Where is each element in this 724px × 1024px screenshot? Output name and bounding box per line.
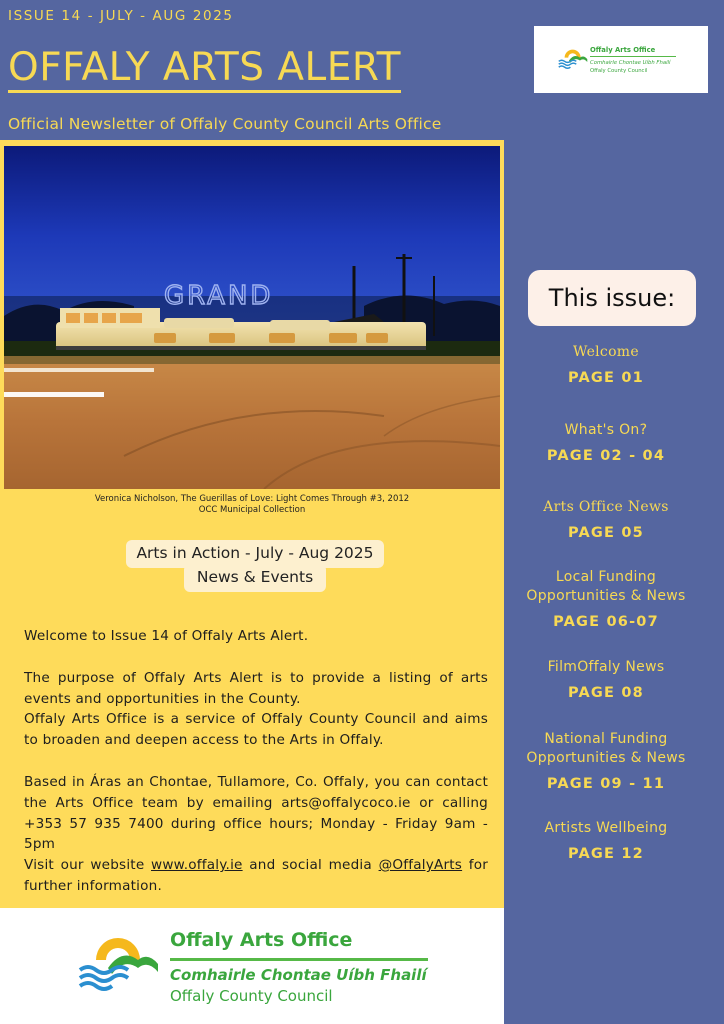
sidebar-logo-icon (558, 46, 588, 74)
caption-line-1: Veronica Nicholson, The Guerillas of Love: Light Comes Through #3, 2012 (94, 494, 410, 504)
intro-text (24, 626, 488, 897)
toc-title: What's On? (564, 422, 648, 438)
toc-title: FilmOffaly News (547, 659, 665, 675)
toc-item-filmoffaly[interactable] (510, 658, 702, 703)
toc-title: Local Funding Opportunities & News (526, 569, 686, 604)
section-banner (126, 540, 384, 592)
toc-item-whats-on[interactable] (510, 421, 702, 466)
toc-page: PAGE 02 - 04 (546, 448, 666, 464)
header-band (0, 0, 504, 140)
toc-item-local-funding[interactable] (510, 568, 702, 632)
toc-page: PAGE 12 (568, 846, 644, 862)
footer-logo-name: Offaly Arts Office (170, 929, 353, 951)
toc-page: PAGE 01 (568, 370, 644, 386)
intro-contact: Based in Áras an Chontae, Tullamore, Co. Offaly, you can contact the Arts Office team by emailing arts@offalycoco.ie or calling +353 57 935 7400 during office hours; Monday - Friday 9am - 5pm (24, 773, 488, 853)
social-handle-link[interactable]: @OffalyArts (378, 857, 463, 874)
toc-title: Welcome (573, 344, 639, 360)
toc-page: PAGE 09 - 11 (546, 776, 666, 792)
intro-visit (24, 855, 488, 897)
newsletter-title: OFFALY ARTS ALERT (8, 46, 401, 93)
toc-page: PAGE 05 (568, 525, 644, 541)
toc-title: Artists Wellbeing (544, 820, 668, 836)
visit-mid: and social media (242, 857, 379, 874)
photo-caption (0, 494, 504, 516)
toc-item-artists-wellbeing[interactable] (510, 819, 702, 864)
toc-page: PAGE 08 (568, 685, 644, 701)
toc-title: Arts Office News (543, 499, 669, 515)
sidebar-logo-english: Offaly County Council (590, 68, 648, 74)
visit-pre: Visit our website (24, 857, 152, 874)
footer-logo-rule (170, 958, 428, 961)
visit-post: for further information. (24, 857, 489, 894)
sidebar-logo-rule (590, 56, 676, 57)
toc-item-arts-office-news[interactable] (510, 498, 702, 543)
intro-welcome: Welcome to Issue 14 of Offaly Arts Alert. (24, 628, 309, 644)
footer-logo-english: Offaly County Council (170, 987, 333, 1005)
cover-photo (4, 146, 500, 489)
issue-label: ISSUE 14 - JULY - AUG 2025 (8, 8, 234, 24)
toc-item-welcome[interactable] (510, 343, 702, 388)
intro-service: Offaly Arts Office is a service of Offaly County Council and aims to broaden and deepen access to the Arts in Offaly. (24, 711, 488, 749)
toc-title: National Funding Opportunities & News (526, 731, 686, 766)
intro-purpose: The purpose of Offaly Arts Alert is to provide a listing of arts events and opportunities in the County. (24, 669, 488, 707)
toc-page: PAGE 06-07 (553, 614, 659, 630)
website-link[interactable]: www.offaly.ie (151, 857, 243, 874)
banner-line-2: News & Events (196, 568, 314, 586)
newsletter-subtitle: Official Newsletter of Offaly County Council Arts Office (8, 115, 442, 133)
this-issue-heading: This issue: (528, 270, 696, 326)
sidebar-logo-name: Offaly Arts Office (590, 46, 656, 54)
light-graffiti-text: GRAND (164, 281, 274, 311)
caption-line-2: OCC Municipal Collection (198, 505, 306, 515)
sidebar-logo-irish: Comhairle Chontae Uíbh Fhailí (590, 60, 671, 66)
toc-item-national-funding[interactable] (510, 730, 702, 794)
arts-office-logo-icon (78, 930, 160, 996)
banner-line-1: Arts in Action - July - Aug 2025 (136, 544, 374, 562)
footer-logo-irish: Comhairle Chontae Uíbh Fhailí (170, 966, 427, 984)
